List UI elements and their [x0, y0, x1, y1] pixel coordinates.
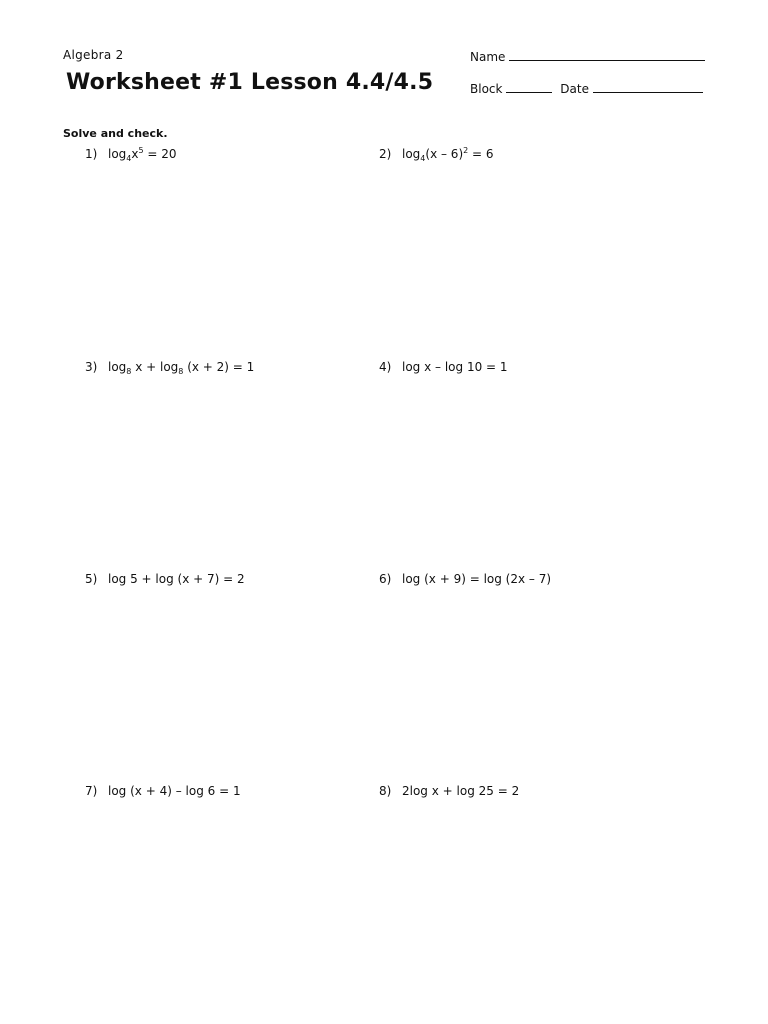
problem-expression: log 5 + log (x + 7) = 2 — [108, 572, 245, 586]
name-label: Name — [470, 50, 506, 64]
problem-expression: $\log_8 x + \log_8 (x + 2) = 1$ — [108, 360, 255, 376]
problem-number: 7) — [85, 784, 98, 798]
problem-number: 6) — [379, 572, 392, 586]
problem-3 — [85, 360, 254, 374]
problem-number: 3) — [85, 360, 98, 374]
name-blank[interactable] — [509, 48, 705, 61]
date-label: Date — [560, 82, 589, 96]
problem-5 — [85, 572, 245, 586]
problem-4 — [379, 360, 508, 374]
problem-expression: 2log x + log 25 = 2 — [402, 784, 520, 798]
problem-number: 5) — [85, 572, 98, 586]
problem-2 — [379, 147, 494, 161]
problem-expression: $\log_4x^5 = 20$ — [108, 146, 177, 163]
problem-6 — [379, 572, 551, 586]
instructions: Solve and check. — [63, 127, 168, 140]
problem-expression: log (x + 9) = log (2x – 7) — [402, 572, 552, 586]
worksheet-title: Worksheet #1 Lesson 4.4/4.5 — [66, 70, 434, 95]
problem-7 — [85, 784, 241, 798]
problem-1 — [85, 147, 177, 161]
problem-8 — [379, 784, 519, 798]
problem-number: 2) — [379, 147, 392, 161]
date-blank[interactable] — [593, 80, 703, 93]
block-blank[interactable] — [506, 80, 552, 93]
problem-number: 1) — [85, 147, 98, 161]
problem-expression: $\log_4(x - 6)^2 = 6$ — [402, 146, 494, 163]
problem-number: 8) — [379, 784, 392, 798]
problem-number: 4) — [379, 360, 392, 374]
problem-expression: log x – log 10 = 1 — [402, 360, 508, 374]
problem-expression: log (x + 4) – log 6 = 1 — [108, 784, 241, 798]
name-field — [470, 48, 705, 64]
block-label: Block — [470, 82, 503, 96]
course-label: Algebra 2 — [63, 48, 124, 62]
block-date-row — [470, 80, 703, 96]
